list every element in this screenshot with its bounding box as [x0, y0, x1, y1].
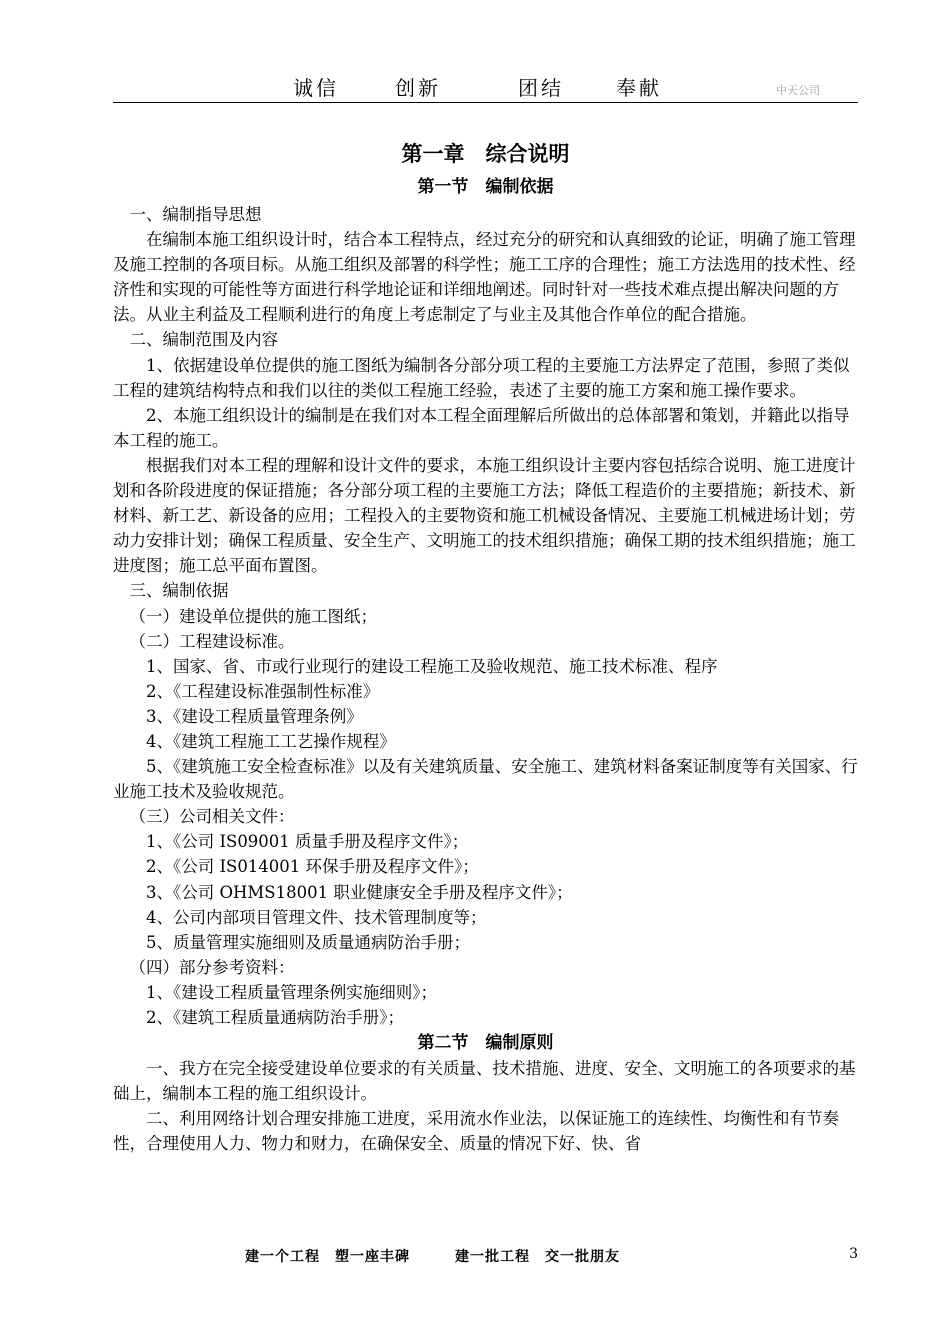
paragraph: 5、《建筑施工安全检查标准》以及有关建筑质量、安全施工、建筑材料备案证制度等有关国家、行业施工技术及验收规范。	[113, 757, 858, 802]
page-header	[113, 70, 858, 103]
paragraph: （四）部分参考资料：	[129, 957, 295, 977]
paragraph: 5、质量管理实施细则及质量通病防治手册；	[146, 932, 470, 952]
motto-word: 创新	[395, 76, 441, 100]
paragraph: 2、《建筑工程质量通病防治手册》；	[146, 1008, 404, 1027]
chapter-title: 第一章 综合说明	[401, 141, 570, 166]
page-footer	[113, 1246, 858, 1270]
paragraph: 一、我方在完全接受建设单位要求的有关质量、技术措施、进度、安全、文明施工的各项要求的基础上，编制本工程的施工组织设计。	[113, 1059, 856, 1104]
paragraph: 2、《工程建设标准强制性标准》	[146, 681, 380, 701]
paragraph: 3、《公司 OHMS18001 职业健康安全手册及程序文件》；	[146, 882, 573, 902]
footer-motto: 建一个工程 塑一座丰碑 建一批工程 交一批朋友	[245, 1249, 620, 1265]
paragraph: 3、《建设工程质量管理条例》	[146, 706, 363, 726]
motto-word: 奉献	[616, 76, 662, 100]
paragraph: （二）工程建设标准。	[129, 631, 295, 651]
paragraph: 一、编制指导思想	[129, 205, 262, 224]
paragraph: 2、《公司 IS014001 环保手册及程序文件》；	[146, 857, 479, 877]
paragraph: （一）建设单位提供的施工图纸；	[129, 606, 377, 626]
document-body	[113, 136, 858, 1156]
paragraph: 1、依据建设单位提供的施工图纸为编制各分部分项工程的主要施工方法界定了范围，参照了类似工程的建筑结构特点和我们以往的类似工程施工经验，表述了主要的施工方案和施工操作要求。	[113, 355, 850, 400]
paragraph: 4、《建筑工程施工工艺操作规程》	[146, 731, 396, 751]
motto-word: 诚信	[293, 76, 339, 100]
paragraph: 2、本施工组织设计的编制是在我们对本工程全面理解后所做出的总体部署和策划，并籍此以指导本工程的施工。	[113, 405, 850, 450]
paragraph: 二、编制范围及内容	[129, 330, 278, 350]
section-1-content	[113, 202, 858, 1030]
motto-word: 团结	[518, 76, 564, 100]
company-mark: 中天公司	[776, 84, 820, 97]
paragraph: 二、利用网络计划合理安排施工进度，采用流水作业法，以保证施工的连续性、均衡性和有节奏性，合理使用人力、物力和财力，在确保安全、质量的情况下好、快、省	[113, 1109, 839, 1154]
section-2-content	[113, 1056, 858, 1156]
paragraph: 4、公司内部项目管理文件、技术管理制度等；	[146, 907, 487, 927]
page-number: 3	[849, 1246, 858, 1262]
section-title: 第二节 编制原则	[417, 1033, 554, 1054]
paragraph: 1、国家、省、市或行业现行的建设工程施工及验收规范、施工技术标准、程序	[146, 656, 718, 676]
paragraph: 根据我们对本工程的理解和设计文件的要求，本施工组织设计主要内容包括综合说明、施工进度计划和各阶段进度的保证措施；各分部分项工程的主要施工方法；降低工程造价的主要措施；新技术、新材料、新工艺、新设备的应用；工程投入的主要物资和施工机械设备情况、主要施工机械进场计划；劳动力安排计划；确保工程质量、安全生产、文明施工的技术组织措施；确保工期的技术组织措施；施工进度图；施工总平面布置图。	[113, 455, 856, 576]
paragraph: 三、编制依据	[129, 581, 229, 601]
paragraph: （三）公司相关文件：	[129, 807, 295, 827]
paragraph: 在编制本施工组织设计时，结合本工程特点，经过充分的研究和认真细致的论证，明确了施工管理及施工控制的各项目标。从施工组织及部署的科学性；施工工序的合理性；施工方法选用的技术性、经济性和实现的可能性等方面进行科学地论证和详细地阐述。同时针对一些技术难点提出解决问题的方法。从业主利益及工程顺利进行的角度上考虑制定了与业主及其他合作单位的配合措施。	[113, 230, 856, 325]
section-title: 第一节 编制依据	[417, 177, 554, 197]
paragraph: 1、《建设工程质量管理条例实施细则》；	[146, 982, 437, 1002]
paragraph: 1、《公司 IS09001 质量手册及程序文件》；	[146, 832, 469, 852]
